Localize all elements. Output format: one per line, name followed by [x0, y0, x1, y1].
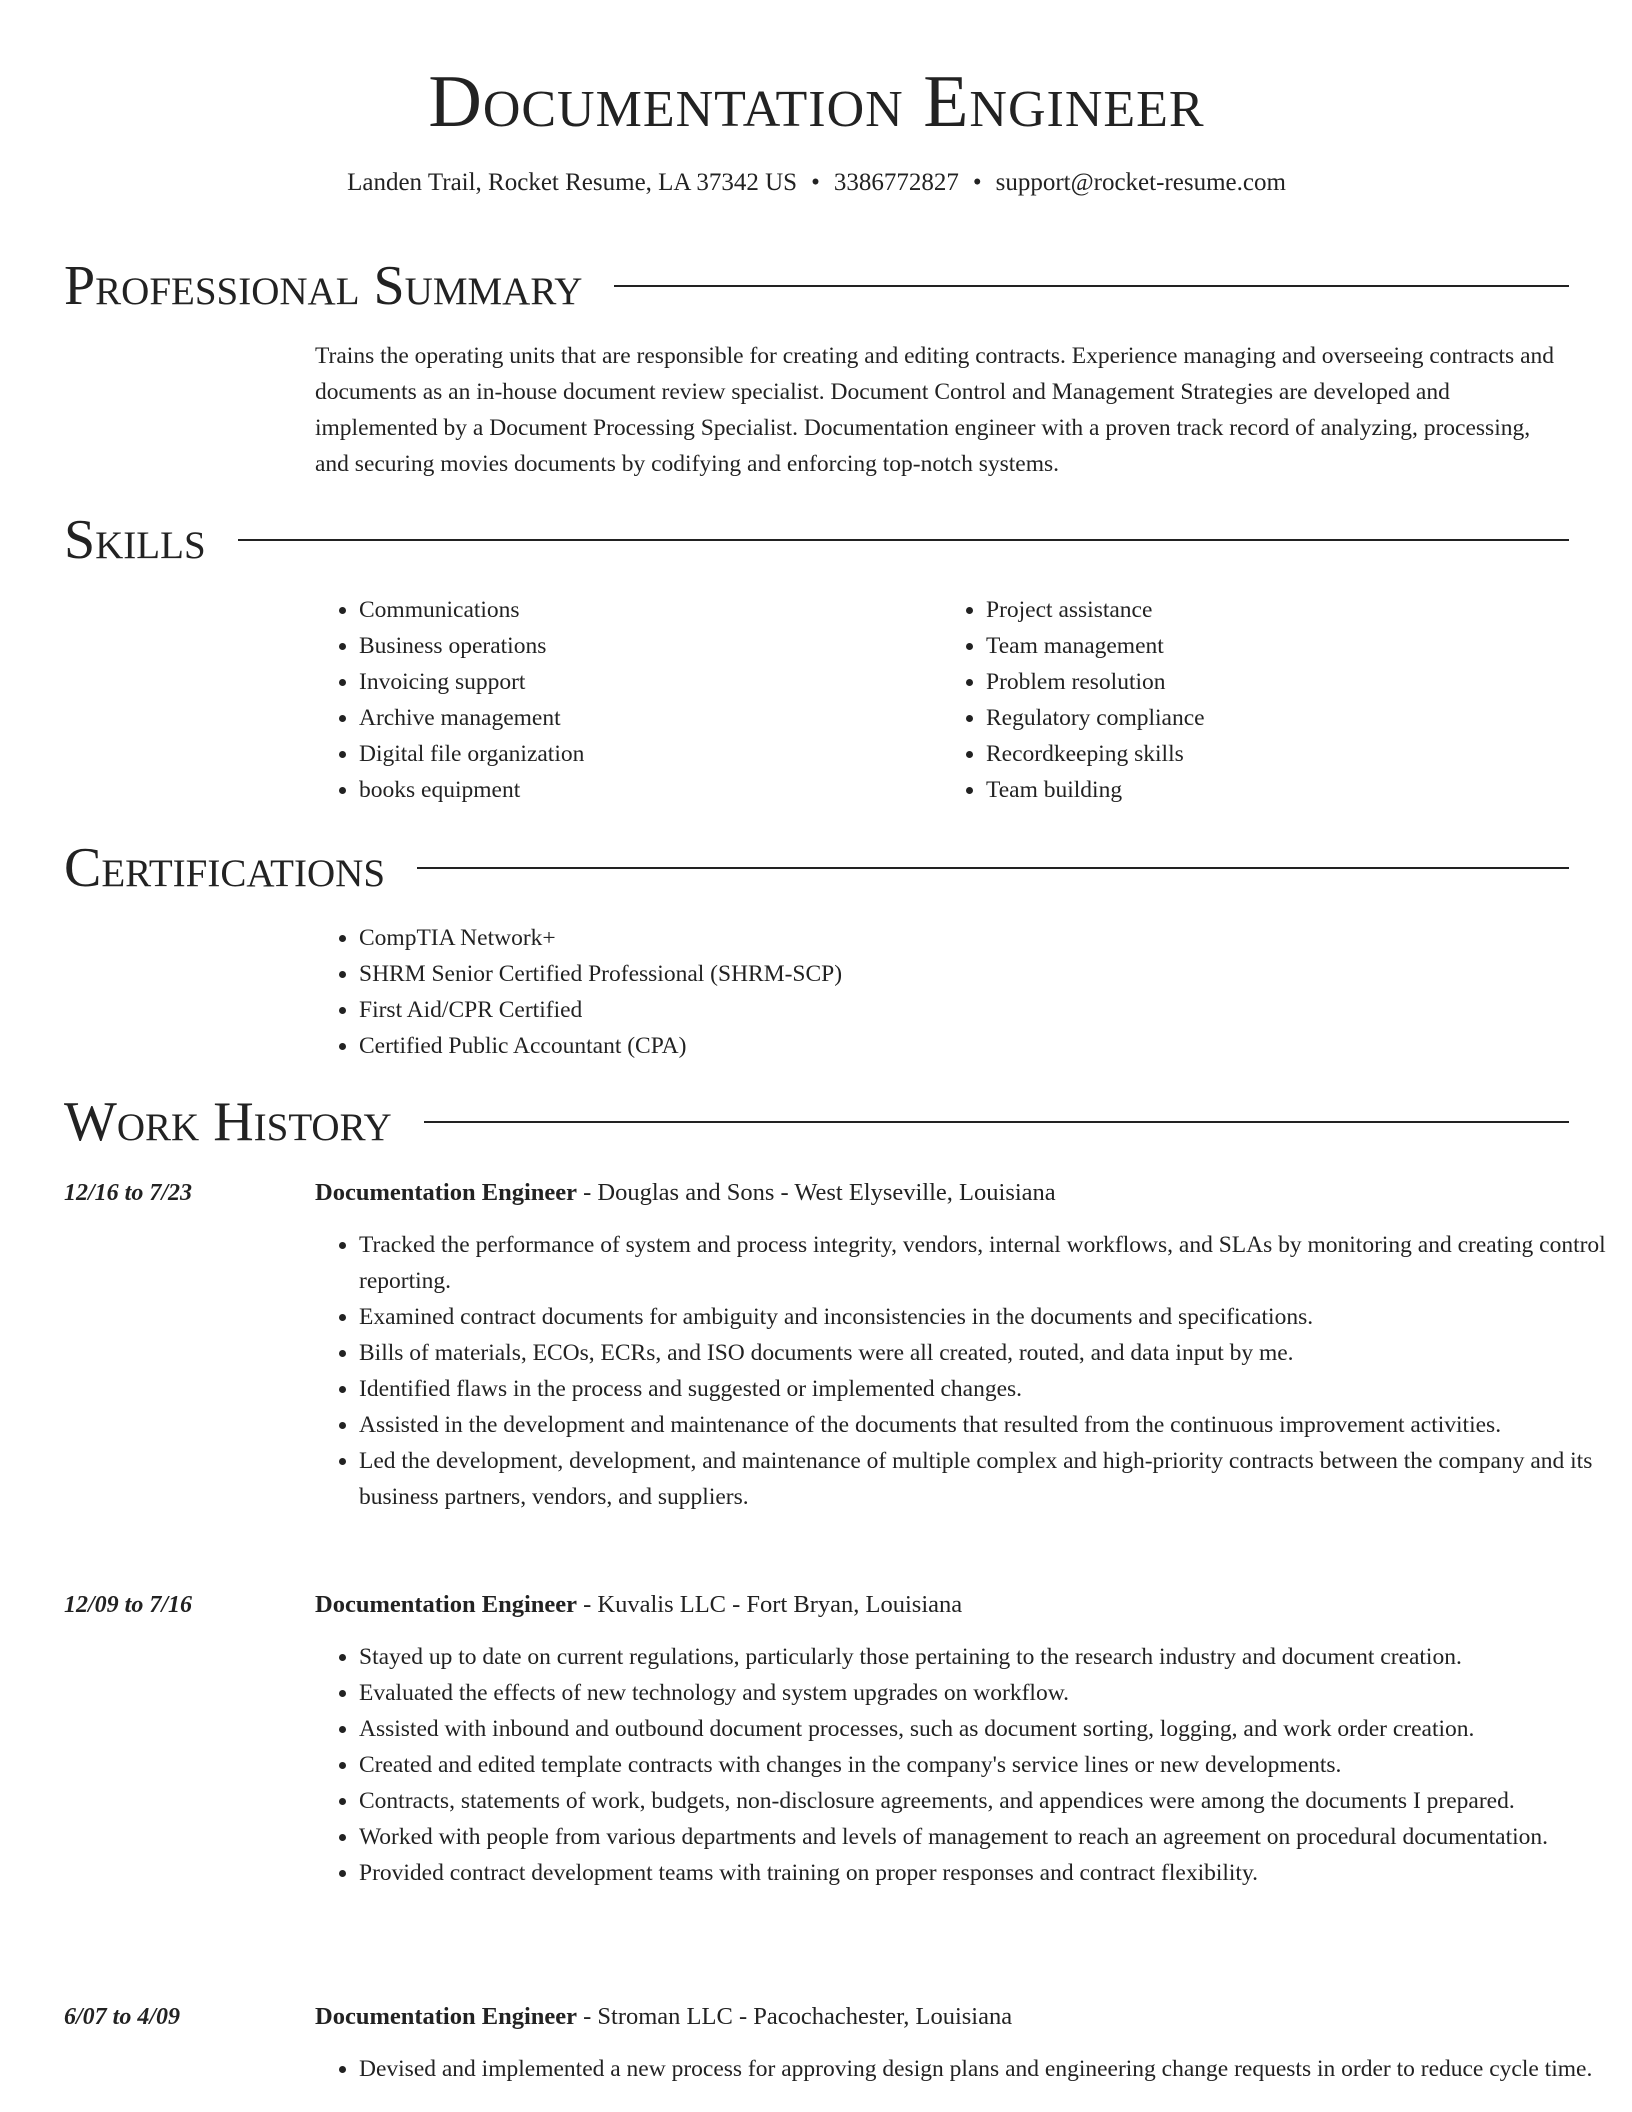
job-heading	[315, 1587, 1569, 1623]
job-bullet: • Led the development, development, and maintenance of multiple complex and high-priority contracts between the company and its business partners, vendors, and suppliers.	[359, 1443, 1613, 1515]
job-bullet: • Assisted in the development and maintenance of the documents that resulted from the continuous improvement activities.	[359, 1407, 1613, 1443]
resume-name: Documentation Engineer	[428, 61, 1205, 143]
skill-item: • Recordkeeping skills	[986, 736, 1569, 772]
job-bullet: • Assisted with inbound and outbound document processes, such as document sorting, logging, and work order creation.	[359, 1711, 1613, 1747]
certification-item: • CompTIA Network+	[359, 920, 1569, 956]
job-bullet: • Examined contract documents for ambiguity and inconsistencies in the documents and specifications.	[359, 1299, 1613, 1335]
skills-section-header	[64, 509, 1569, 571]
job-bullets	[315, 1639, 1613, 1891]
section-divider	[417, 867, 1569, 869]
certifications-list	[315, 920, 1569, 1064]
certification-item: • Certified Public Accountant (CPA)	[359, 1028, 1569, 1064]
summary-section-title: Professional Summary	[64, 255, 583, 317]
skill-item: • Team building	[986, 772, 1569, 808]
skill-item: • Archive management	[359, 700, 942, 736]
certifications-block	[315, 920, 1569, 1064]
job-title: Documentation Engineer	[315, 2003, 577, 2030]
summary-block	[315, 338, 1569, 482]
certification-item: • SHRM Senior Certified Professional (SHRM-SCP)	[359, 956, 1569, 992]
job-company-location: - Kuvalis LLC - Fort Bryan, Louisiana	[577, 1591, 963, 1618]
certifications-section-title: Certifications	[64, 837, 386, 899]
section-divider	[614, 285, 1569, 287]
job-heading	[315, 1175, 1569, 1211]
job-bullet: • Identified flaws in the process and suggested or implemented changes.	[359, 1371, 1613, 1407]
skills-section-title: Skills	[64, 509, 206, 571]
skills-list-right	[942, 592, 1569, 808]
job-company-location: - Stroman LLC - Pacochachester, Louisiana	[577, 2003, 1013, 2030]
skill-item: • Regulatory compliance	[986, 700, 1569, 736]
job-dates: 6/07 to 4/09	[64, 2004, 181, 2030]
job-dates: 12/16 to 7/23	[64, 1180, 193, 1206]
certifications-section-header	[64, 837, 1569, 899]
job-title: Documentation Engineer	[315, 1591, 577, 1618]
job-bullet: • Devised and implemented a new process for approving design plans and engineering change requests in order to reduce cycle time.	[359, 2051, 1613, 2087]
contact-address: Landen Trail, Rocket Resume, LA 37342 US	[347, 169, 798, 197]
job-company-location: - Douglas and Sons - West Elyseville, Louisiana	[577, 1179, 1056, 1206]
job-bullets	[315, 1227, 1613, 1515]
contact-phone: 3386772827	[833, 169, 959, 197]
job-bullet: • Stayed up to date on current regulations, particularly those pertaining to the research industry and document creation.	[359, 1639, 1613, 1675]
skill-item: • Communications	[359, 592, 942, 628]
summary-section-header	[64, 255, 1569, 317]
job-bullet: • Evaluated the effects of new technology and system upgrades on workflow.	[359, 1675, 1613, 1711]
skill-item: • Project assistance	[986, 592, 1569, 628]
skill-item: • Digital file organization	[359, 736, 942, 772]
contact-separator: •	[972, 169, 982, 197]
summary-text: Trains the operating units that are responsible for creating and editing contracts. Experience managing and overseeing contracts and documents as an in-house document review specialist. Document Control and Management Strategies are developed and implemented by a Document Processing Specialist. Documentation engineer with a proven track record of analyzing, processing, and securing movies documents by codifying and enforcing top-notch systems.	[315, 343, 1554, 477]
skill-item: • Problem resolution	[986, 664, 1569, 700]
skill-item: • books equipment	[359, 772, 942, 808]
job-bullet: • Tracked the performance of system and process integrity, vendors, internal workflows, and SLAs by monitoring and creating control reporting.	[359, 1227, 1613, 1299]
work-history-section-title: Work History	[64, 1091, 392, 1153]
skill-item: • Business operations	[359, 628, 942, 664]
job-title: Documentation Engineer	[315, 1179, 577, 1206]
resume-page	[64, 0, 1606, 2082]
job-bullet: • Created and edited template contracts with changes in the company's service lines or new developments.	[359, 1747, 1613, 1783]
job-bullets	[315, 2051, 1613, 2087]
skills-block	[315, 592, 1569, 808]
job-heading	[315, 1999, 1569, 2035]
job-bullet: • Provided contract development teams with training on proper responses and contract flexibility.	[359, 1855, 1613, 1891]
contact-separator: •	[811, 169, 820, 197]
certification-item: • First Aid/CPR Certified	[359, 992, 1569, 1028]
work-history-section-header	[64, 1091, 1569, 1153]
job-bullet: • Contracts, statements of work, budgets, non-disclosure agreements, and appendices were among the documents I prepared.	[359, 1783, 1613, 1819]
section-divider	[238, 539, 1569, 541]
contact-line	[64, 169, 1569, 197]
skill-item: • Invoicing support	[359, 664, 942, 700]
section-divider	[424, 1121, 1569, 1123]
contact-email: support@rocket-resume.com	[995, 169, 1286, 197]
job-bullet: • Bills of materials, ECOs, ECRs, and ISO documents were all created, routed, and data input by me.	[359, 1335, 1613, 1371]
job-bullet: • Worked with people from various departments and levels of management to reach an agreement on procedural documentation.	[359, 1819, 1613, 1855]
job-dates: 12/09 to 7/16	[64, 1592, 193, 1618]
skill-item: • Team management	[986, 628, 1569, 664]
skills-list-left	[315, 592, 942, 808]
